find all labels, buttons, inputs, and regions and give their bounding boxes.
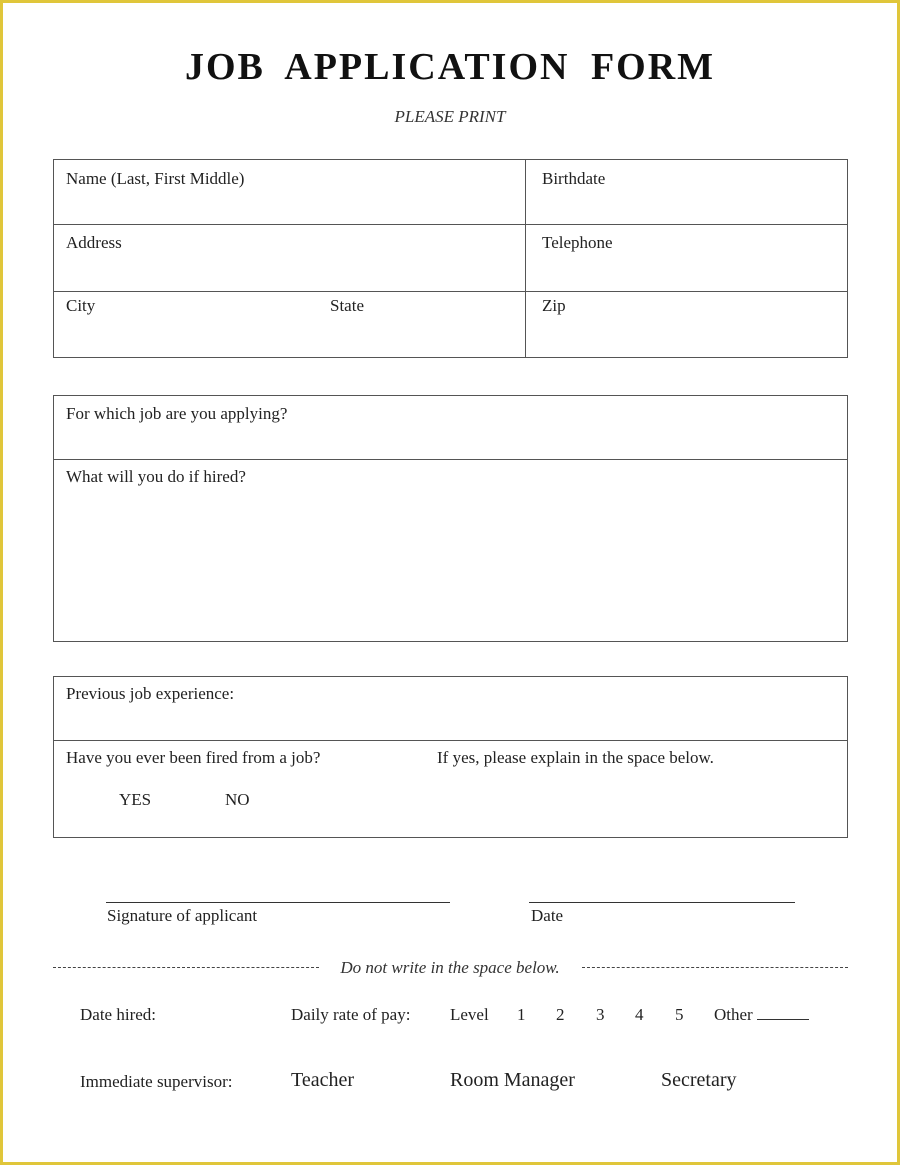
date-label: Date: [531, 906, 564, 925]
supervisor-option-secretary[interactable]: Secretary: [661, 1069, 737, 1091]
name-field[interactable]: Name (Last, First Middle): [66, 169, 245, 188]
address-field[interactable]: Address: [66, 233, 122, 252]
level-option-1[interactable]: 1: [517, 1005, 526, 1024]
office-use-note: Do not write in the space below.: [340, 958, 560, 977]
job-applying-field[interactable]: For which job are you applying?: [66, 404, 288, 423]
supervisor-option-room-manager[interactable]: Room Manager: [450, 1069, 575, 1091]
city-field[interactable]: City: [66, 296, 96, 315]
form-subtitle: PLEASE PRINT: [394, 107, 506, 126]
zip-field[interactable]: Zip: [542, 296, 566, 315]
fired-question: Have you ever been fired from a job?: [66, 748, 321, 767]
supervisor-option-teacher[interactable]: Teacher: [291, 1069, 354, 1091]
dashed-rule-right: [582, 967, 848, 968]
level-option-3[interactable]: 3: [596, 1005, 605, 1024]
level-option-5[interactable]: 5: [675, 1005, 684, 1024]
birthdate-field[interactable]: Birthdate: [542, 169, 606, 188]
signature-label: Signature of applicant: [107, 906, 258, 925]
personal-divider-1: [53, 224, 848, 225]
other-label: Other: [714, 1005, 753, 1024]
experience-divider: [53, 740, 848, 741]
job-divider: [53, 459, 848, 460]
no-option[interactable]: NO: [225, 790, 250, 809]
date-line[interactable]: [529, 902, 795, 903]
level-option-4[interactable]: 4: [635, 1005, 644, 1024]
personal-divider-2: [53, 291, 848, 292]
other-blank-line[interactable]: [757, 1005, 809, 1020]
job-box: [53, 395, 848, 642]
form-title: JOB APPLICATION FORM: [184, 46, 716, 88]
daily-rate-label: Daily rate of pay:: [291, 1005, 411, 1024]
if-hired-field[interactable]: What will you do if hired?: [66, 467, 246, 486]
personal-divider-vertical: [525, 159, 526, 358]
previous-experience-field[interactable]: Previous job experience:: [66, 684, 235, 703]
state-field[interactable]: State: [330, 296, 364, 315]
explain-instruction: If yes, please explain in the space below.: [437, 748, 714, 767]
yes-option[interactable]: YES: [119, 790, 152, 809]
date-hired-label: Date hired:: [80, 1005, 156, 1024]
other-option[interactable]: [714, 1005, 809, 1025]
level-label: Level: [450, 1005, 489, 1024]
signature-line[interactable]: [106, 902, 450, 903]
level-option-2[interactable]: 2: [556, 1005, 565, 1024]
telephone-field[interactable]: Telephone: [542, 233, 613, 252]
supervisor-label: Immediate supervisor:: [80, 1072, 233, 1091]
